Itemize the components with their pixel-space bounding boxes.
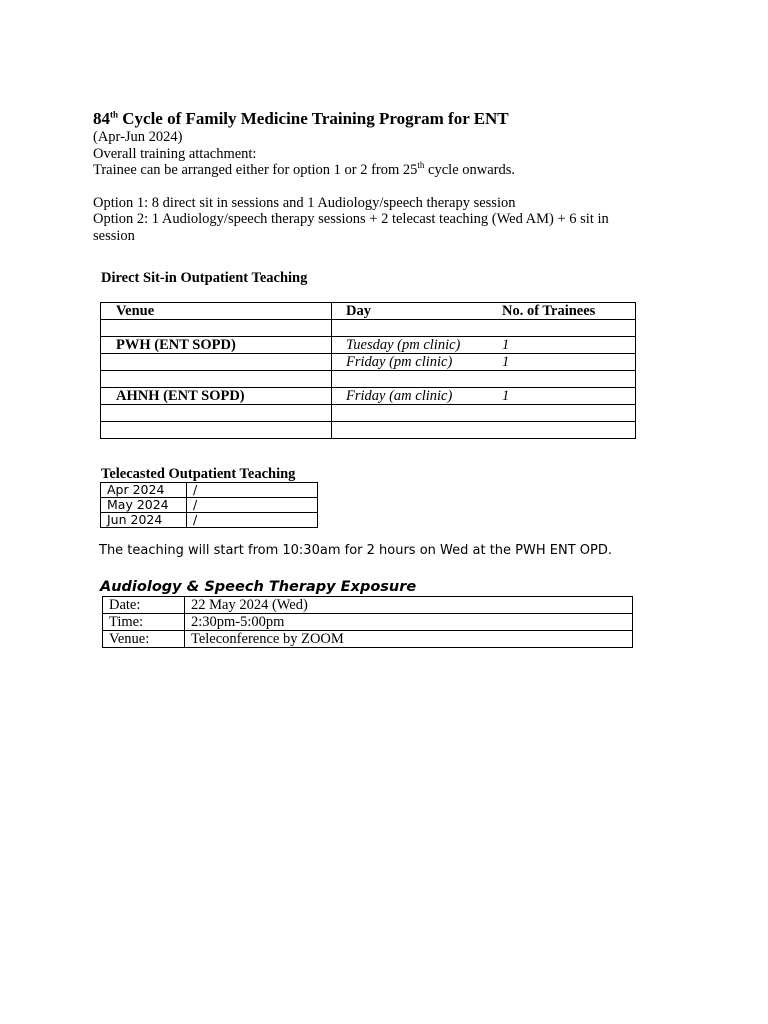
table-row: [101, 405, 636, 422]
telecast-table: [100, 482, 318, 528]
direct-sitin-table: [100, 302, 636, 439]
day-cell: [332, 422, 636, 439]
venue-cell: [101, 371, 332, 388]
day-cell: [332, 354, 636, 371]
table-row: [101, 498, 318, 513]
day-cell: [332, 405, 636, 422]
value-cell: 22 May 2024 (Wed): [185, 597, 633, 614]
venue-cell: [101, 320, 332, 337]
overall-text: Overall training attachment:: [93, 145, 257, 162]
table-row: [101, 483, 318, 498]
value-cell: /: [187, 513, 318, 528]
document-body: [93, 109, 653, 244]
period-text: (Apr-Jun 2024): [93, 129, 183, 145]
venue-cell: PWH (ENT SOPD): [101, 337, 332, 354]
arrangement-post: cycle onwards.: [424, 162, 516, 178]
table-row: [101, 371, 636, 388]
table-row: [101, 513, 318, 528]
telecast-note: The teaching will start from 10:30am for 2 hours on Wed at the PWH ENT OPD.: [99, 543, 612, 558]
month-cell: Apr 2024: [101, 483, 187, 498]
trainee-count: 1: [502, 388, 510, 404]
label-cell: Time:: [103, 614, 185, 631]
day-cell: [332, 371, 636, 388]
direct-section-title: Direct Sit-in Outpatient Teaching: [101, 270, 308, 286]
label-cell: Date:: [103, 597, 185, 614]
table-row: [101, 320, 636, 337]
trainee-count: 1: [502, 354, 510, 370]
value-cell: Teleconference by ZOOM: [185, 631, 633, 648]
day-cell: [332, 320, 636, 337]
venue-header: Venue: [101, 303, 332, 320]
value-cell: 2:30pm-5:00pm: [185, 614, 633, 631]
table-row: [101, 354, 636, 371]
document-title: [93, 109, 653, 129]
cycle-number: 84: [93, 109, 110, 128]
value-cell: /: [187, 483, 318, 498]
table-header-row: [101, 303, 636, 320]
month-cell: May 2024: [101, 498, 187, 513]
trainee-count: 1: [502, 337, 510, 353]
day-cell: [332, 388, 636, 405]
day-value: Friday (pm clinic): [346, 354, 453, 370]
month-cell: Jun 2024: [101, 513, 187, 528]
trainees-header: No. of Trainees: [502, 303, 596, 319]
table-row: [103, 631, 633, 648]
day-header-cell: [332, 303, 636, 320]
table-row: [103, 597, 633, 614]
table-row: [101, 388, 636, 405]
day-value: Tuesday (pm clinic): [346, 337, 461, 353]
telecast-section-title: Telecasted Outpatient Teaching: [101, 466, 296, 482]
venue-cell: [101, 422, 332, 439]
option-2-text: Option 2: 1 Audiology/speech therapy sessions + 2 telecast teaching (Wed AM) + 6 sit in session: [93, 211, 609, 244]
day-cell: [332, 337, 636, 354]
cycle-suffix: th: [110, 109, 119, 120]
venue-cell: AHNH (ENT SOPD): [101, 388, 332, 405]
arrangement-text: [93, 162, 653, 179]
title-text: Cycle of Family Medicine Training Program for ENT: [118, 109, 509, 128]
table-row: [103, 614, 633, 631]
value-cell: /: [187, 498, 318, 513]
day-header: Day: [346, 303, 371, 319]
table-row: [101, 422, 636, 439]
label-cell: Venue:: [103, 631, 185, 648]
venue-cell: [101, 354, 332, 371]
option-1-text: Option 1: 8 direct sit in sessions and 1 Audiology/speech therapy session: [93, 194, 516, 211]
audiology-table: [102, 596, 633, 648]
arrangement-sup: th: [417, 160, 425, 171]
venue-cell: [101, 405, 332, 422]
audiology-section-title: Audiology & Speech Therapy Exposure: [100, 579, 417, 595]
table-row: [101, 337, 636, 354]
day-value: Friday (am clinic): [346, 388, 453, 404]
arrangement-pre: Trainee can be arranged either for option 1 or 2 from 25: [93, 162, 418, 178]
